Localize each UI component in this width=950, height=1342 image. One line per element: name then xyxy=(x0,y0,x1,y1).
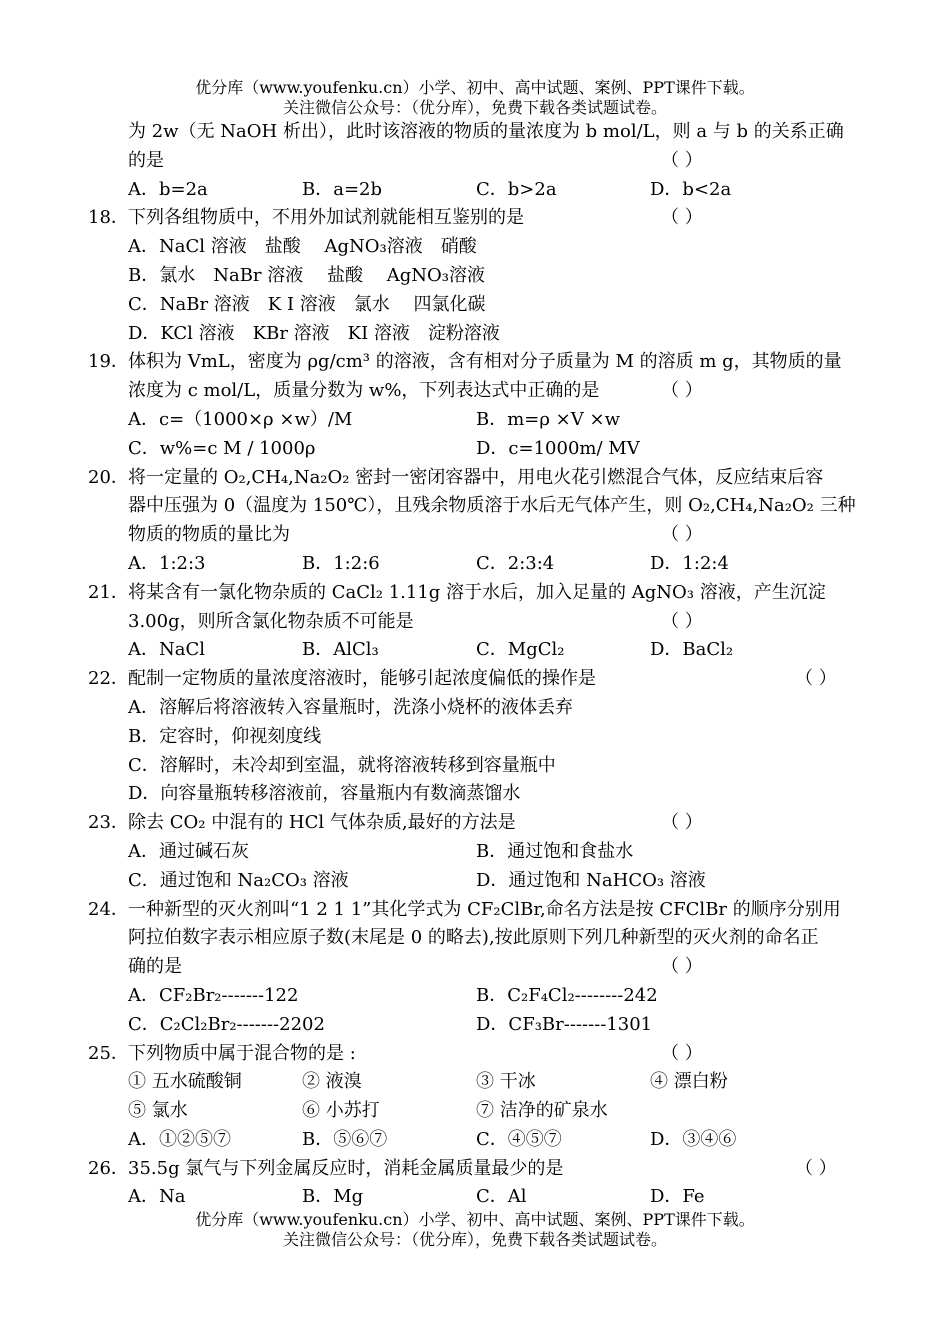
q18-stem xyxy=(88,204,868,233)
q25-option-b: B．⑤⑥⑦ xyxy=(302,1128,388,1150)
q24-number: 24． xyxy=(88,898,129,920)
q21-option-c: C．MgCl₂ xyxy=(476,639,565,661)
page-header xyxy=(0,78,950,118)
answer-bracket: （ ） xyxy=(661,524,703,546)
q22-option-a: A．溶解后将溶液转入容量瓶时，洗涤小烧杯的液体丢弃 xyxy=(128,696,573,718)
header-line-2: 关注微信公众号：（优分库），免费下载各类试题试卷。 xyxy=(282,98,667,117)
q19-option-d: D．c=1000m/ MV xyxy=(476,437,640,459)
q25-options xyxy=(88,1126,868,1155)
answer-bracket: （ ） xyxy=(661,956,703,978)
q22-number: 22． xyxy=(88,668,129,690)
q20-options xyxy=(88,550,868,579)
q24-stem-line-3 xyxy=(88,953,868,982)
q24-stem-line-1 xyxy=(88,896,868,925)
q24-option-c: C．C₂Cl₂Br₂-------2202 xyxy=(128,1013,325,1035)
q20-option-c: C．2:3:4 xyxy=(476,552,555,574)
q21-option-a: A．NaCl xyxy=(128,639,206,661)
q17-option-a: A．b=2a xyxy=(128,178,208,200)
q20-option-a: A．1:2:3 xyxy=(128,552,206,574)
q21-option-d: D．BaCl₂ xyxy=(650,639,734,661)
q17-option-b: B．a=2b xyxy=(302,178,383,200)
q23-option-b: B．通过饱和食盐水 xyxy=(476,840,634,862)
footer-line-2: 关注微信公众号：（优分库），免费下载各类试题试卷。 xyxy=(282,1230,667,1249)
q20-text-1: 将一定量的 O₂,CH₄,Na₂O₂ 密封一密闭容器中，用电火花引燃混合气体，反应结束后容 xyxy=(128,466,824,488)
q19-number: 19． xyxy=(88,351,129,373)
header-line-1: 优分库（www.youfenku.cn）小学、初中、高中试题、案例、PPT课件下载。 xyxy=(195,78,755,97)
q26-option-d: D．Fe xyxy=(650,1186,705,1208)
q26-stem xyxy=(88,1155,868,1184)
q19-options-row-2 xyxy=(88,435,868,464)
q17-options xyxy=(88,176,868,205)
q17-option-c: C．b>2a xyxy=(476,178,557,200)
q23-option-c: C．通过饱和 Na₂CO₃ 溶液 xyxy=(128,869,349,891)
q21-stem-line-2 xyxy=(88,608,868,637)
q21-stem-line-1 xyxy=(88,579,868,608)
answer-bracket: （ ） xyxy=(661,380,703,402)
q19-text-1: 体积为 VmL，密度为 ρg/cm³ 的溶液，含有相对分子质量为 M 的溶质 m g，其物质的量 xyxy=(128,351,842,373)
answer-bracket: （ ） xyxy=(795,668,837,690)
q23-option-a: A．通过碱石灰 xyxy=(128,840,249,862)
q26-option-c: C．Al xyxy=(476,1186,527,1208)
question-list xyxy=(88,118,868,1212)
q19-option-a: A．c=（1000×ρ ×w）/M xyxy=(128,408,353,430)
q20-stem-line-1 xyxy=(88,464,868,493)
q22-stem xyxy=(88,665,868,694)
q17-text-line-1: 为 2w（无 NaOH 析出），此时该溶液的物质的量浓度为 b mol/L，则 a 与 b 的关系正确 xyxy=(128,121,844,142)
q25-option-c: C．④⑤⑦ xyxy=(476,1128,562,1150)
q23-text: 除去 CO₂ 中混有的 HCl 气体杂质,最好的方法是 xyxy=(128,812,516,834)
q25-item-5: ⑤ 氯水 xyxy=(128,1100,188,1122)
q24-options-row-1 xyxy=(88,982,868,1011)
q24-option-b: B．C₂F₄Cl₂--------242 xyxy=(476,984,658,1006)
q25-item-6: ⑥ 小苏打 xyxy=(302,1100,380,1122)
q25-item-7: ⑦ 洁净的矿泉水 xyxy=(476,1100,608,1122)
q26-text: 35.5g 氯气与下列金属反应时，消耗金属质量最少的是 xyxy=(128,1157,564,1179)
q25-item-4: ④ 漂白粉 xyxy=(650,1071,728,1093)
q26-option-a: A．Na xyxy=(128,1186,186,1208)
q20-text-3: 物质的物质的量比为 xyxy=(128,524,290,546)
q24-option-a: A．CF₂Br₂-------122 xyxy=(128,984,299,1006)
q18-option-a: A．NaCl 溶液 盐酸 AgNO₃溶液 硝酸 xyxy=(128,236,477,258)
q22-option-c: C．溶解时，未冷却到室温，就将溶液转移到容量瓶中 xyxy=(128,754,556,776)
q17-text: 的是 xyxy=(128,149,164,171)
q24-stem-line-2: 阿拉伯数字表示相应原子数(末尾是 0 的略去),按此原则下列几种新型的灭火剂的命名正 xyxy=(128,927,819,949)
q25-items-row-2 xyxy=(88,1097,868,1126)
q23-options-row-2 xyxy=(88,867,868,896)
answer-bracket: （ ） xyxy=(661,812,703,834)
q24-options-row-2 xyxy=(88,1011,868,1040)
q26-options xyxy=(88,1183,868,1212)
q25-option-a: A．①②⑤⑦ xyxy=(128,1128,231,1150)
q20-stem-line-3 xyxy=(88,521,868,550)
q25-text: 下列物质中属于混合物的是 : xyxy=(128,1042,356,1064)
q18-option-c: C．NaBr 溶液 K I 溶液 氯水 四氯化碳 xyxy=(128,293,486,315)
q20-option-b: B．1:2:6 xyxy=(302,552,380,574)
q20-option-d: D．1:2:4 xyxy=(650,552,729,574)
q21-options xyxy=(88,636,868,665)
q18-number: 18． xyxy=(88,207,129,229)
q26-number: 26． xyxy=(88,1157,129,1179)
q17-option-d: D．b<2a xyxy=(650,178,732,200)
q18-text: 下列各组物质中，不用外加试剂就能相互鉴别的是 xyxy=(128,207,524,229)
q21-option-b: B．AlCl₃ xyxy=(302,639,379,661)
q20-number: 20． xyxy=(88,466,129,488)
q21-text-2: 3.00g，则所含氯化物杂质不可能是 xyxy=(128,610,414,632)
answer-bracket: （ ） xyxy=(661,610,703,632)
answer-bracket: （ ） xyxy=(795,1157,837,1179)
q25-item-2: ② 液溴 xyxy=(302,1071,362,1093)
q19-stem-line-2 xyxy=(88,377,868,406)
q23-number: 23． xyxy=(88,812,129,834)
q22-option-d: D．向容量瓶转移溶液前，容量瓶内有数滴蒸馏水 xyxy=(128,783,521,805)
q24-option-d: D．CF₃Br-------1301 xyxy=(476,1013,653,1035)
q24-text-1: 一种新型的灭火剂叫“1 2 1 1”其化学式为 CF₂ClBr,命名方法是按 CFClBr 的顺序分别用 xyxy=(128,898,841,920)
q21-number: 21． xyxy=(88,581,129,603)
q26-option-b: B．Mg xyxy=(302,1186,364,1208)
answer-bracket: （ ） xyxy=(661,207,703,229)
q18-option-d: D．KCl 溶液 KBr 溶液 KI 溶液 淀粉溶液 xyxy=(128,322,500,344)
q17-text-line-2 xyxy=(88,147,868,176)
q25-stem xyxy=(88,1040,868,1069)
q24-text-3: 确的是 xyxy=(128,956,182,978)
q22-text: 配制一定物质的量浓度溶液时，能够引起浓度偏低的操作是 xyxy=(128,668,596,690)
q19-text-2: 浓度为 c mol/L，质量分数为 w%，下列表达式中正确的是 xyxy=(128,380,600,402)
q21-text-1: 将某含有一氯化物杂质的 CaCl₂ 1.11g 溶于水后，加入足量的 AgNO₃ 溶液，产生沉淀 xyxy=(128,581,826,603)
answer-bracket: （ ） xyxy=(661,1042,703,1064)
footer-line-1: 优分库（www.youfenku.cn）小学、初中、高中试题、案例、PPT课件下载。 xyxy=(195,1210,755,1229)
q23-stem xyxy=(88,809,868,838)
q25-number: 25． xyxy=(88,1042,129,1064)
q25-item-3: ③ 干冰 xyxy=(476,1071,536,1093)
page-footer xyxy=(0,1210,950,1250)
answer-bracket: （ ） xyxy=(661,149,703,171)
q19-options-row-1 xyxy=(88,406,868,435)
q20-stem-line-2: 器中压强为 0（温度为 150℃），且残余物质溶于水后无气体产生，则 O₂,CH₄,Na₂O₂ 三种 xyxy=(128,495,856,517)
q19-option-c: C．w%=c M / 1000ρ xyxy=(128,437,316,459)
q19-option-b: B．m=ρ ×V ×w xyxy=(476,408,620,430)
q25-option-d: D．③④⑥ xyxy=(650,1128,737,1150)
q25-items-row-1 xyxy=(88,1068,868,1097)
q23-options-row-1 xyxy=(88,838,868,867)
q19-stem-line-1 xyxy=(88,348,868,377)
q18-option-b: B．氯水 NaBr 溶液 盐酸 AgNO₃溶液 xyxy=(128,264,485,286)
q25-item-1: ① 五水硫酸铜 xyxy=(128,1071,242,1093)
q22-option-b: B．定容时，仰视刻度线 xyxy=(128,725,322,747)
q23-option-d: D．通过饱和 NaHCO₃ 溶液 xyxy=(476,869,706,891)
